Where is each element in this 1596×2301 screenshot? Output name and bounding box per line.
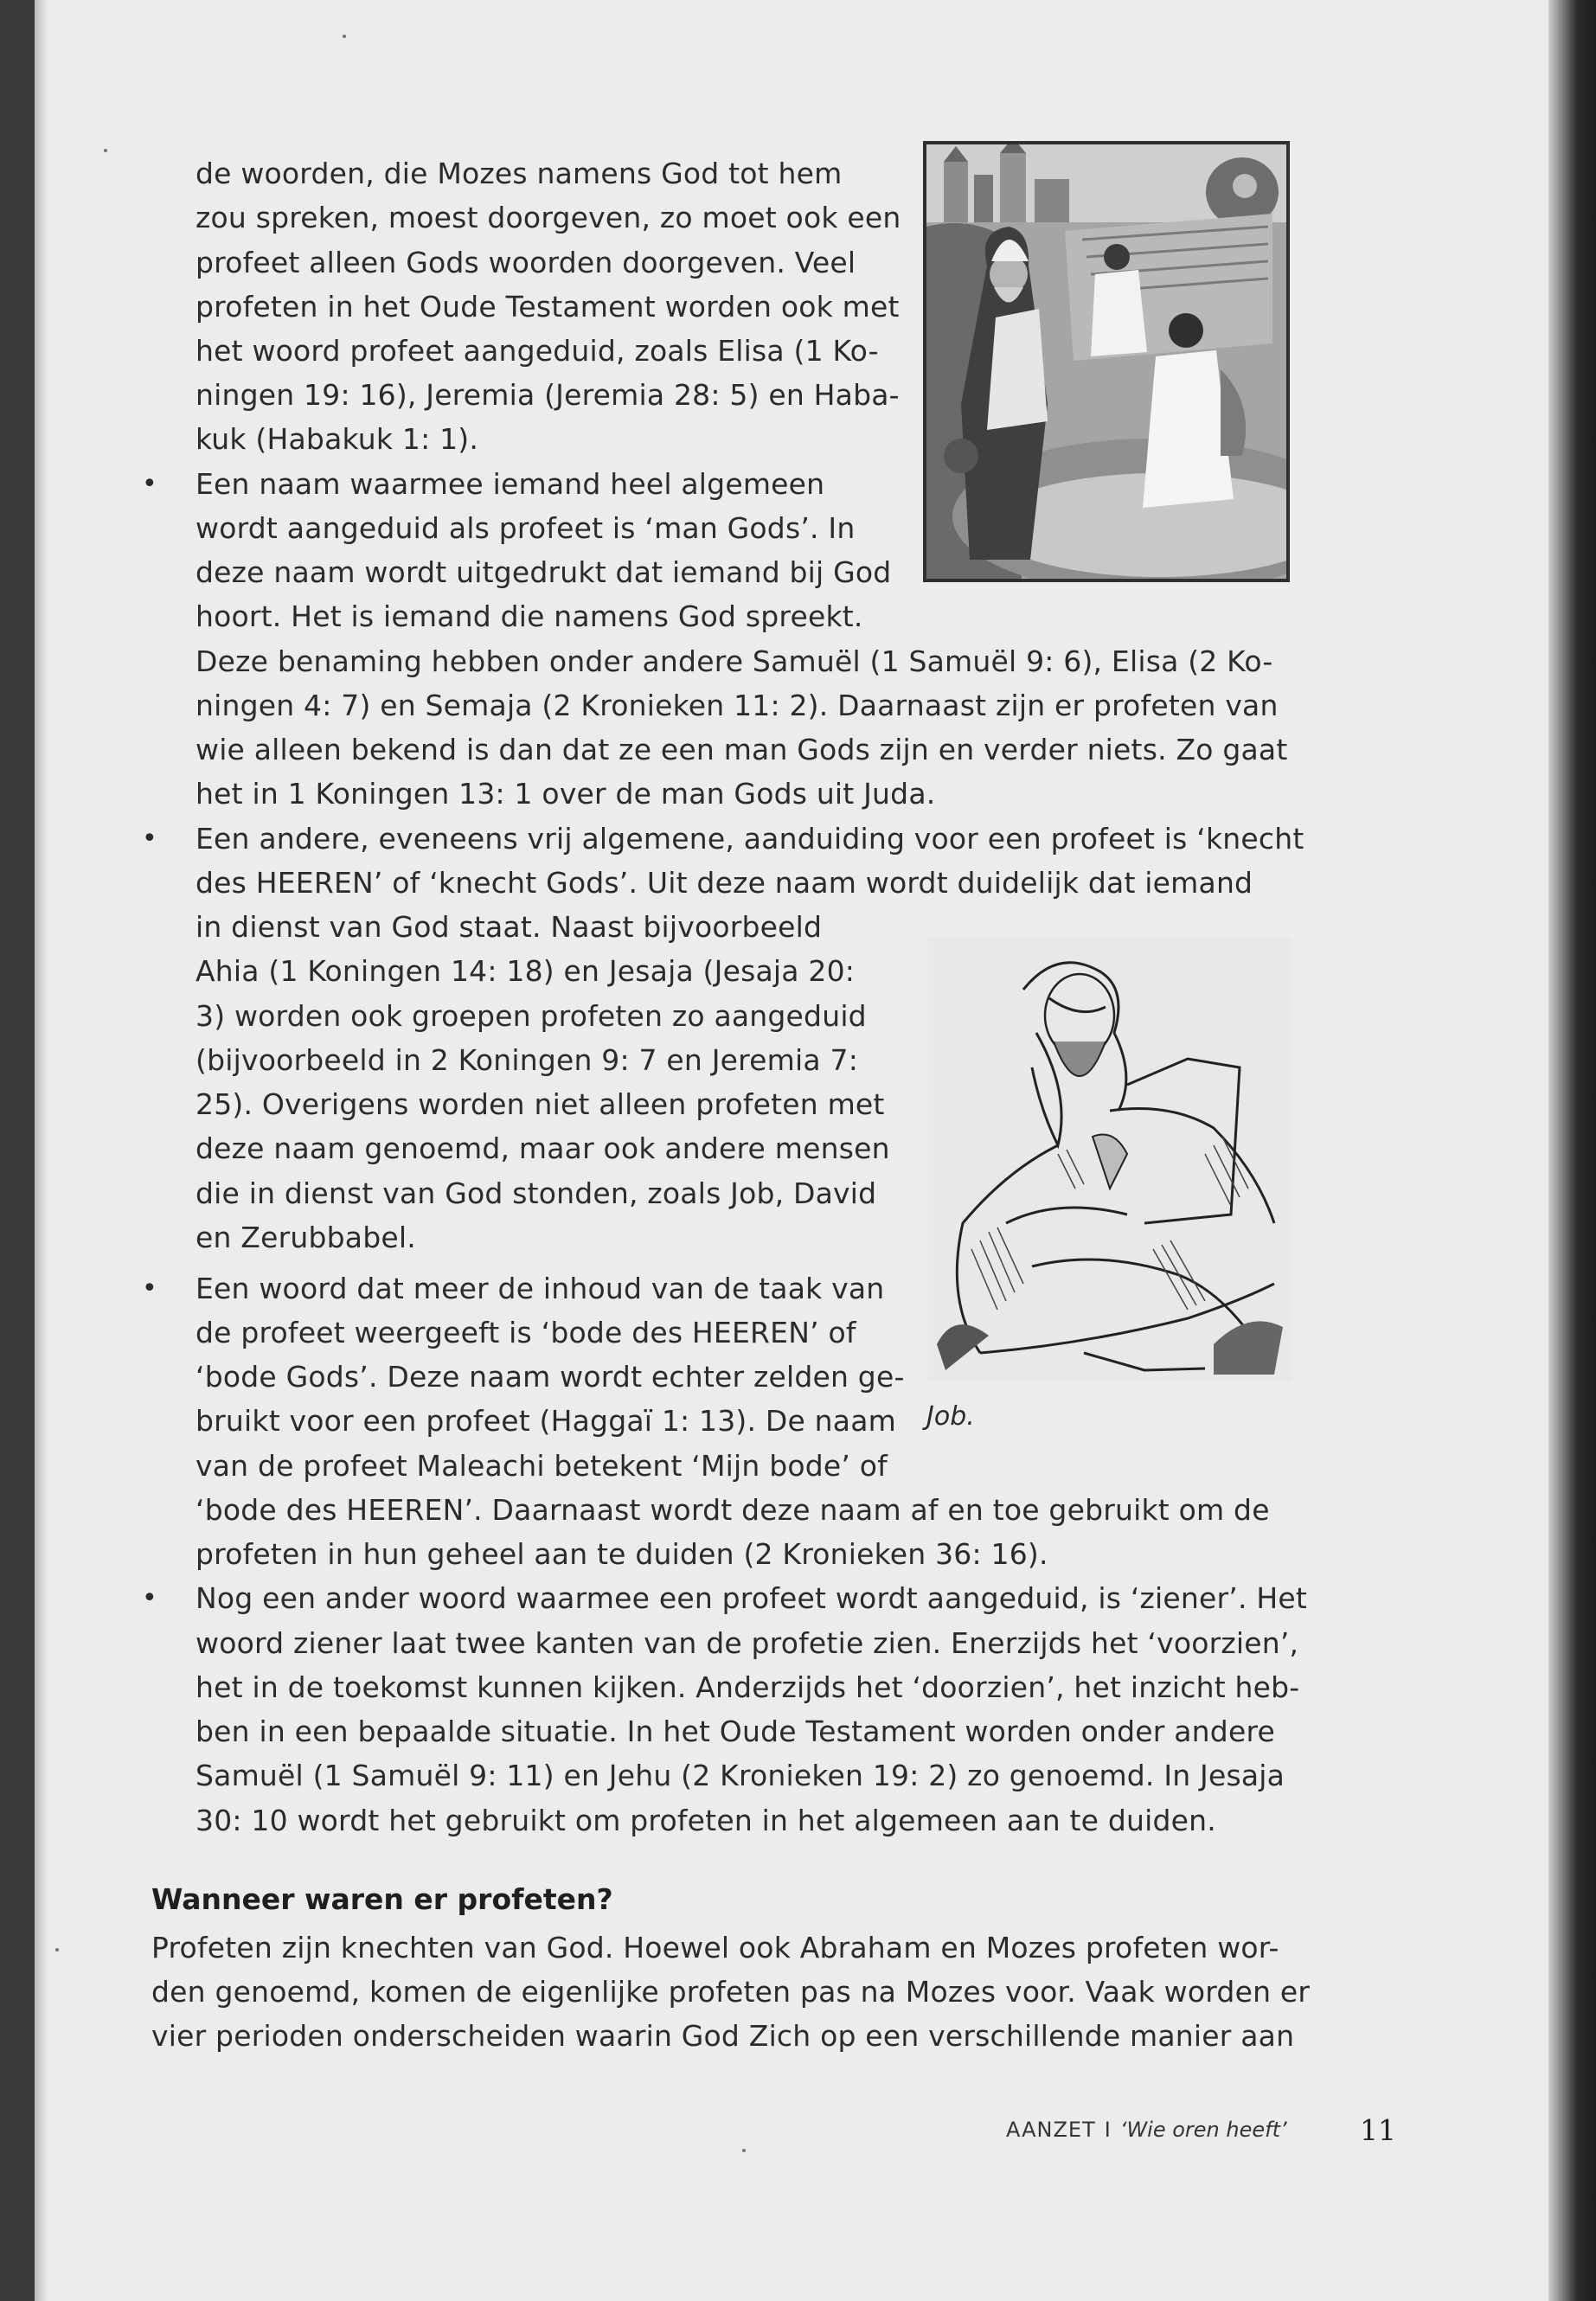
miniature-drawing bbox=[926, 144, 1286, 579]
paragraph-line: vier perioden onderscheiden waarin God Zich op een verschillende manier aan bbox=[151, 2019, 1295, 2053]
paragraph-line: hoort. Het is iemand die namens God spreekt. bbox=[195, 599, 863, 633]
page-edge bbox=[1548, 0, 1596, 2301]
paragraph-line: den genoemd, komen de eigenlijke profeten pas na Mozes voor. Vaak worden er bbox=[151, 1975, 1311, 2009]
paragraph-line: Nog een ander woord waarmee een profeet wordt aangeduid, is ‘ziener’. Het bbox=[195, 1581, 1308, 1615]
page-number: 11 bbox=[1360, 2113, 1396, 2147]
speck bbox=[104, 149, 107, 152]
paragraph-line: ‘bode des HEEREN’. Daarnaast wordt deze naam af en toe gebruikt om de bbox=[195, 1493, 1270, 1527]
paragraph-line: kuk (Habakuk 1: 1). bbox=[195, 422, 479, 456]
paragraph-line: Profeten zijn knechten van God. Hoewel ook Abraham en Mozes profeten wor- bbox=[151, 1931, 1279, 1965]
paragraph-line: het in de toekomst kunnen kijken. Anderzijds het ‘doorzien’, het inzicht heb- bbox=[195, 1670, 1300, 1704]
paragraph-line: en Zerubbabel. bbox=[195, 1221, 416, 1254]
section-heading: Wanneer waren er profeten? bbox=[151, 1882, 613, 1916]
running-footer bbox=[1006, 2118, 1287, 2142]
speck bbox=[55, 1948, 59, 1952]
paragraph-line: bruikt voor een profeet (Haggaï 1: 13). De naam bbox=[195, 1404, 896, 1438]
paragraph-line: Ahia (1 Koningen 14: 18) en Jesaja (Jesaja 20: bbox=[195, 954, 856, 988]
paragraph-line: die in dienst van God stonden, zoals Job, David bbox=[195, 1176, 877, 1210]
paragraph-line: Een naam waarmee iemand heel algemeen bbox=[195, 467, 825, 501]
figure-caption: Job. bbox=[926, 1401, 975, 1432]
speck bbox=[343, 35, 346, 38]
paragraph-line: het in 1 Koningen 13: 1 over de man Gods uit Juda. bbox=[195, 777, 936, 811]
paragraph-line: van de profeet Maleachi betekent ‘Mijn bode’ of bbox=[195, 1449, 888, 1483]
paragraph-line: Deze benaming hebben onder andere Samuël (1 Samuël 9: 6), Elisa (2 Ko- bbox=[195, 644, 1273, 678]
paragraph-line: (bijvoorbeeld in 2 Koningen 9: 7 en Jeremia 7: bbox=[195, 1043, 859, 1077]
footer-separator: I bbox=[1104, 2118, 1112, 2142]
spine-shadow bbox=[35, 0, 48, 2301]
bullet-marker: • bbox=[142, 1273, 157, 1304]
paragraph-line: het woord profeet aangeduid, zoals Elisa (1 Ko- bbox=[195, 334, 879, 368]
paragraph-line: Samuël (1 Samuël 9: 11) en Jehu (2 Kronieken 19: 2) zo genoemd. In Jesaja bbox=[195, 1759, 1285, 1792]
paragraph-line: Een andere, eveneens vrij algemene, aanduiding voor een profeet is ‘knecht bbox=[195, 822, 1304, 856]
paragraph-line: ningen 4: 7) en Semaja (2 Kronieken 11: 2). Daarnaast zijn er profeten van bbox=[195, 689, 1279, 722]
paragraph-line: 30: 10 wordt het gebruikt om profeten in het algemeen aan te duiden. bbox=[195, 1804, 1216, 1837]
footer-section: AANZET bbox=[1006, 2118, 1096, 2142]
paragraph-line: ben in een bepaalde situatie. In het Oude Testament worden onder andere bbox=[195, 1715, 1275, 1748]
paragraph-line: wordt aangeduid als profeet is ‘man Gods’. In bbox=[195, 511, 856, 545]
paragraph-line: Een woord dat meer de inhoud van de taak van bbox=[195, 1272, 885, 1305]
job-woodcut-image bbox=[928, 938, 1292, 1381]
paragraph-line: ‘bode Gods’. Deze naam wordt echter zelden ge- bbox=[195, 1360, 905, 1394]
speck bbox=[742, 2149, 746, 2152]
paragraph-line: 25). Overigens worden niet alleen profeten met bbox=[195, 1087, 885, 1121]
illuminated-miniature-image bbox=[923, 141, 1290, 582]
paragraph-line: in dienst van God staat. Naast bijvoorbeeld bbox=[195, 910, 823, 944]
paragraph-line: 3) worden ook groepen profeten zo aangeduid bbox=[195, 999, 867, 1033]
paragraph-line: profeten in hun geheel aan te duiden (2 Kronieken 36: 16). bbox=[195, 1537, 1048, 1571]
paragraph-line: wie alleen bekend is dan dat ze een man Gods zijn en verder niets. Zo gaat bbox=[195, 733, 1288, 766]
paragraph-line: zou spreken, moest doorgeven, zo moet ook een bbox=[195, 201, 901, 234]
paragraph-line: profeet alleen Gods woorden doorgeven. Veel bbox=[195, 246, 856, 279]
bullet-marker: • bbox=[142, 1583, 157, 1613]
paragraph-line: de profeet weergeeft is ‘bode des HEEREN’ of bbox=[195, 1316, 856, 1349]
paragraph-line: de woorden, die Mozes namens God tot hem bbox=[195, 157, 843, 190]
paragraph-line: ningen 19: 16), Jeremia (Jeremia 28: 5) en Haba- bbox=[195, 378, 900, 412]
bullet-marker: • bbox=[142, 824, 157, 854]
paragraph-line: deze naam genoemd, maar ook andere mensen bbox=[195, 1131, 890, 1165]
paragraph-line: des HEEREN’ of ‘knecht Gods’. Uit deze naam wordt duidelijk dat iemand bbox=[195, 866, 1253, 900]
paragraph-line: profeten in het Oude Testament worden ook met bbox=[195, 290, 900, 324]
bullet-marker: • bbox=[142, 469, 157, 499]
paragraph-line: deze naam wordt uitgedrukt dat iemand bij God bbox=[195, 555, 892, 589]
footer-chapter: ‘Wie oren heeft’ bbox=[1119, 2118, 1287, 2142]
woodcut-drawing bbox=[928, 938, 1292, 1381]
paragraph-line: woord ziener laat twee kanten van de profetie zien. Enerzijds het ‘voorzien’, bbox=[195, 1626, 1299, 1660]
